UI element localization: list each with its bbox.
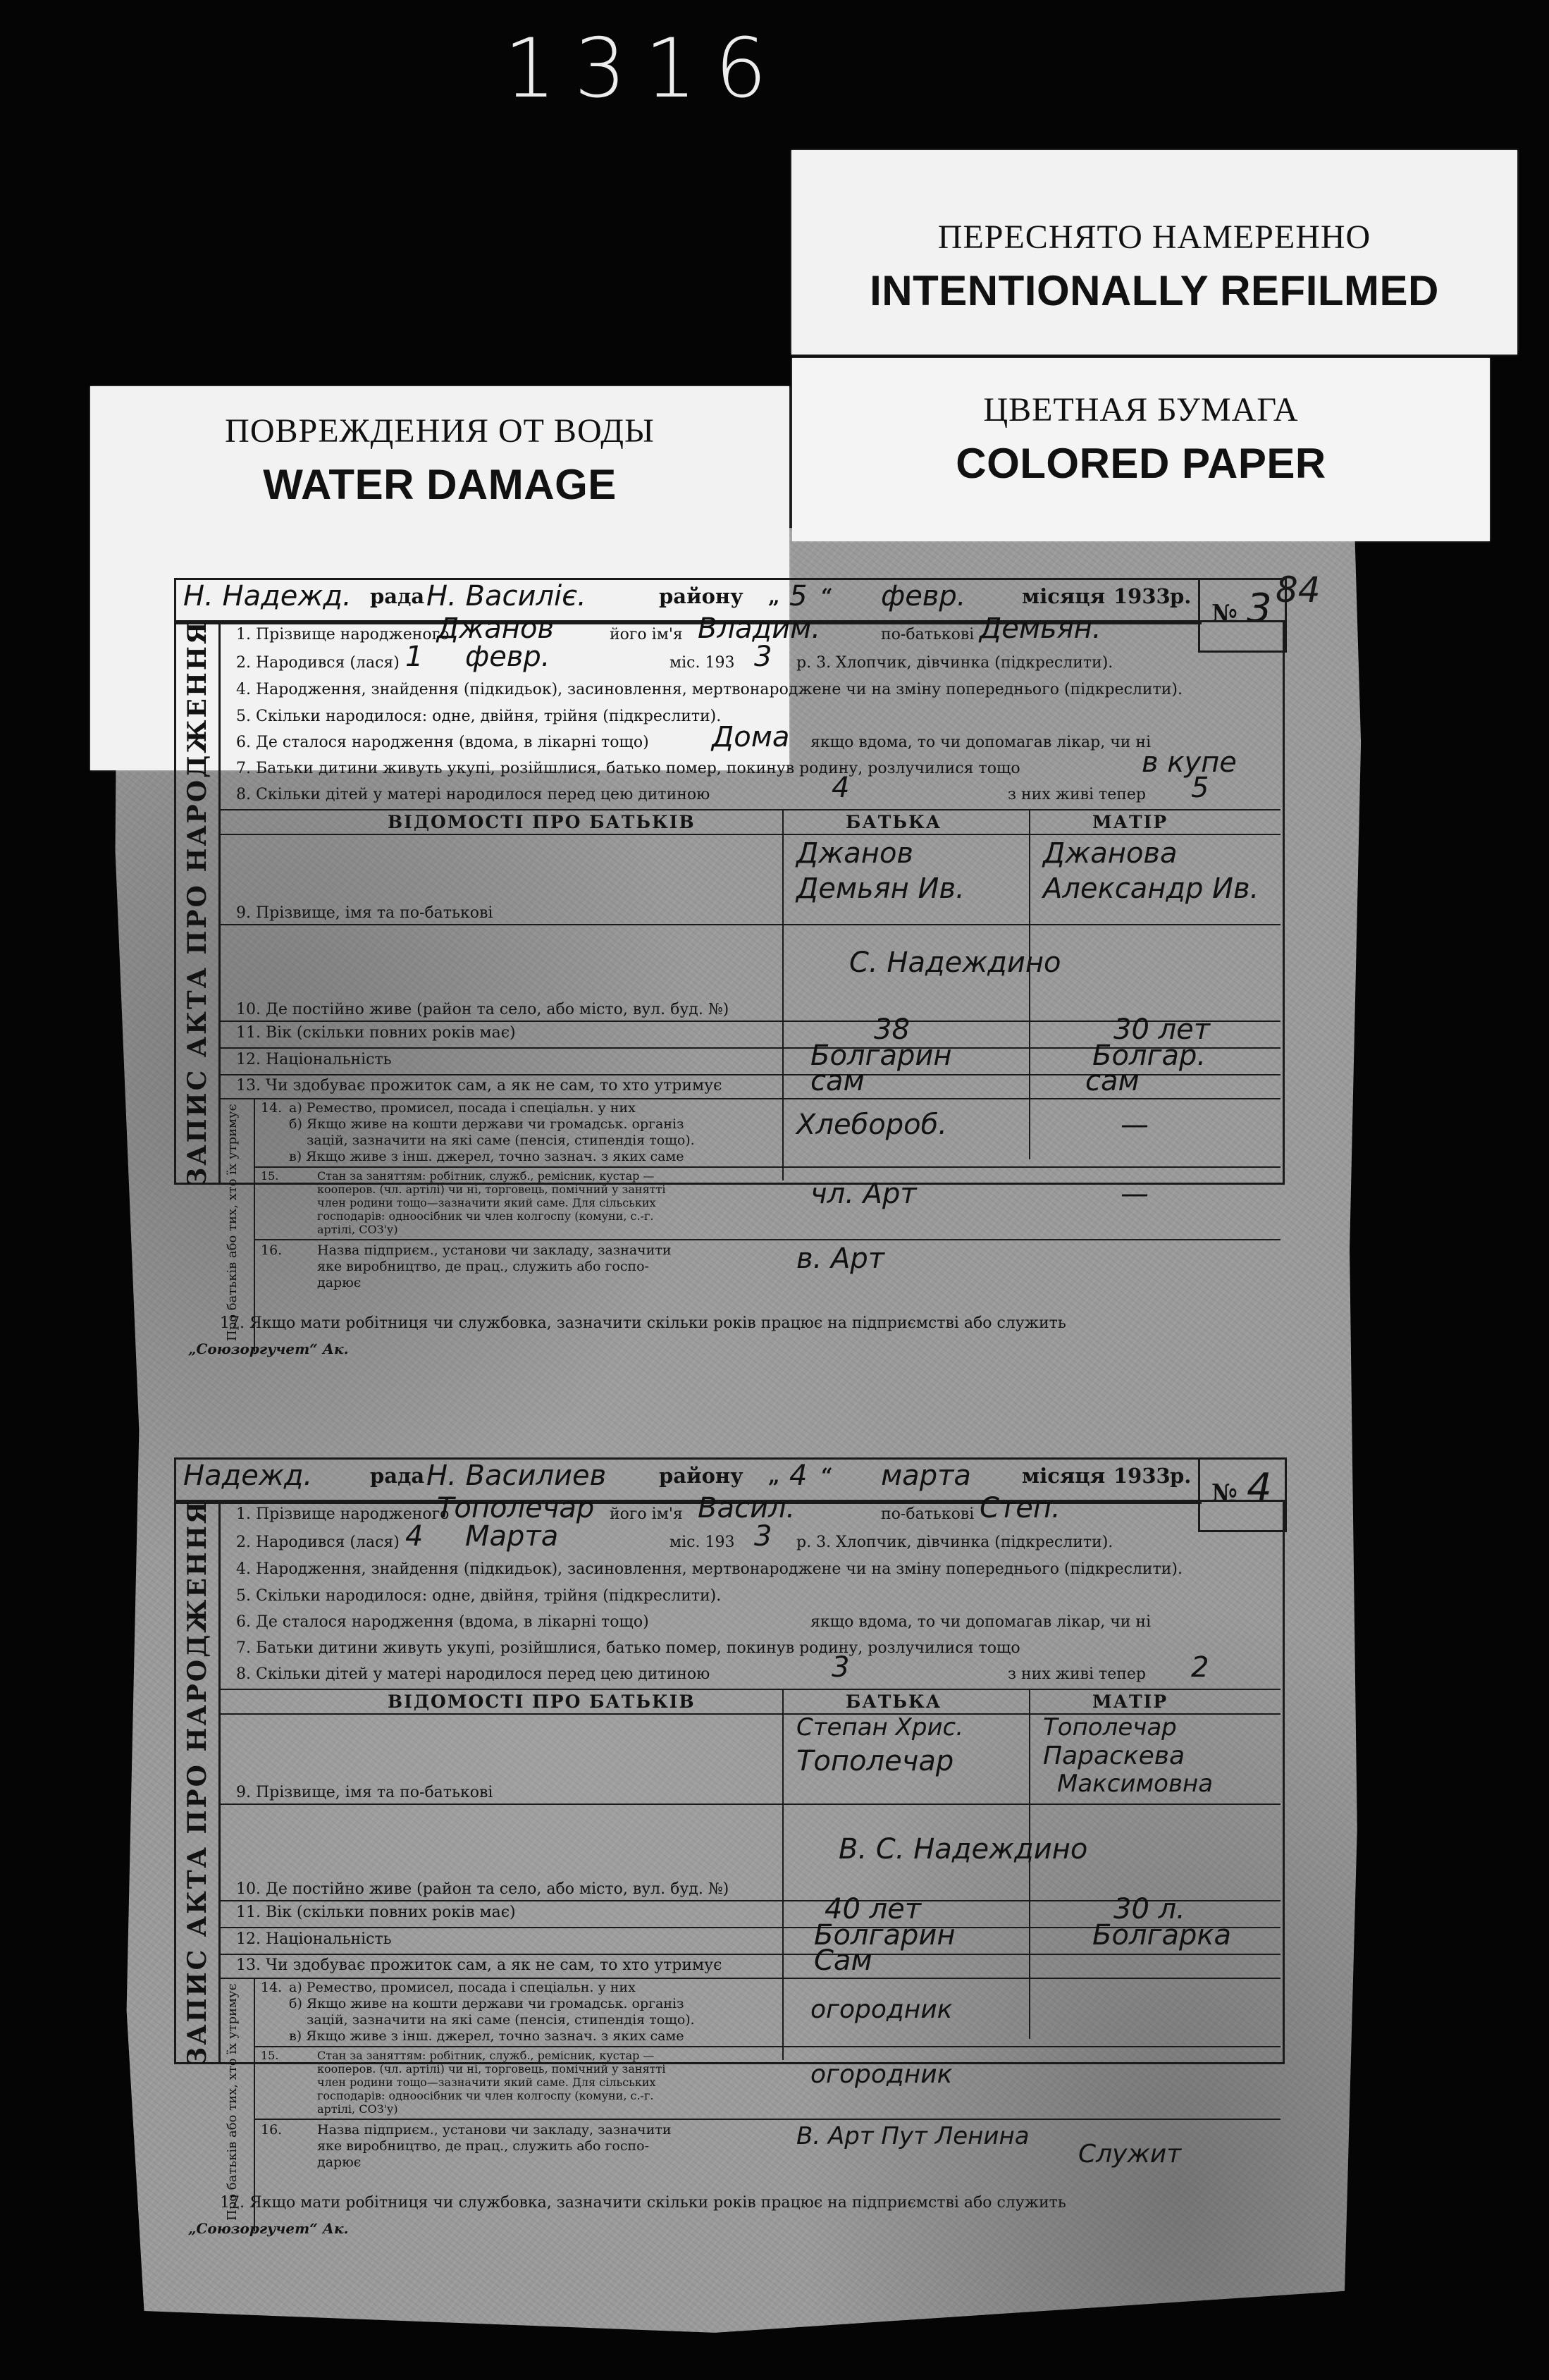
rada-label: рада [370,584,425,608]
quote-open: „ [768,584,780,608]
mother-age: 30 л. [1113,1893,1185,1925]
row-10-label: 10. Де постійно живе (район та село, або місто, вул. буд. №) [236,1001,729,1018]
father-residence: С. Надеждино [849,947,1061,979]
row-5-label: 5. Скільки народилося: одне, двійня, трійня (підкреслити). [236,1587,722,1605]
divider [218,1689,1280,1690]
rada-label: рада [370,1464,425,1488]
row-15-line-3: член родини тощо—зазначити який саме. Для сільських [317,2076,656,2089]
quote-open: „ [768,1464,780,1488]
year-r-label: р. [1170,1464,1192,1488]
father-self-support: сам [810,1065,865,1097]
divider [218,924,1280,925]
year-r-label: р. [1170,584,1192,608]
row-7-label: 7. Батьки дитини живуть укупі, розійшлися, батько помер, покинув родину, розлучилися тощо [236,760,1020,777]
side-title-column [176,1498,221,2066]
row-15-number: 15. [261,2049,279,2062]
father-header: БАТЬКА [846,1691,942,1712]
row-6-doctor-label: якщо вдома, то чи допомагав лікар, чи ні [810,1613,1152,1631]
divider [254,1098,255,1352]
water-damage-label-en: WATER DAMAGE [263,461,617,508]
child-patronymic: Степ. [980,1492,1061,1524]
about-parents-side-label: Про батьків або тих, хто їх утримує [225,1983,240,2221]
row-16-number: 16. [261,1243,283,1258]
colored-paper-label-ru: ЦВЕТНАЯ БУМАГА [983,391,1299,428]
row-15-line-5: артілі, СОЗ'у) [317,1223,398,1236]
mother-self-support: сам [1085,1065,1140,1097]
father-name-1: Джанов [796,837,913,870]
father-name-2: Тополечар [796,1745,954,1777]
row-15-line-2: кооперов. (чл. артілі) чи ні, торговець, помічний у занятті [317,2062,666,2076]
row-15-line-1: Стан за заняттям: робітник, служб., ремісник, кустар — [317,2049,655,2062]
row-12-label: 12. Національність [236,1930,392,1948]
father-self-support: Сам [814,1944,872,1977]
row-14-number: 14. [261,1100,283,1116]
father-name-1: Степан Хрис. [796,1713,964,1741]
father-header: БАТЬКА [846,812,942,832]
refilmed-label-en: INTENTIONALLY REFILMED [870,267,1439,314]
record-number: 4 [1247,1465,1272,1511]
row-17-label: 17. Якщо мати робітниця чи службовка, зазначити скільки років працює на підприємстві або служить [220,1314,1066,1332]
quote-close: “ [821,1464,833,1488]
row-14-a: а) Ремество, промисел, посада і спеціальн. у них [289,1100,636,1116]
birth-year: 3 [754,641,772,673]
divider [218,1804,1280,1805]
mother-name-2: Параскева [1043,1741,1185,1770]
father-enterprise: В. Арт Пут Ленина [796,2122,1030,2150]
row-1-patronymic-label: по-батькові [881,626,975,643]
row-14-c: в) Якщо живе з інш. джерел, точно зазнач. з яких саме [289,2028,684,2044]
quote-close: “ [821,584,833,608]
year-label: 1933 [1113,584,1171,608]
row-10-label: 10. Де постійно живе (район та село, або місто, вул. буд. №) [236,1880,729,1898]
child-surname: Джанов [437,612,554,645]
divider [254,1166,1280,1168]
mother-header: МАТІР [1092,1691,1168,1712]
row-11-label: 11. Вік (скільки повних років має) [236,1904,516,1921]
day-handwritten: 4 [789,1460,808,1492]
month-handwritten: февр. [881,580,966,612]
row-8-alive-label: з них живі тепер [1008,786,1146,803]
row-16-line-2: яке виробництво, де прац., служить або госпо- [317,1259,650,1274]
frame-number: 1316 [504,21,786,116]
row-17-label: 17. Якщо мати робітниця чи службовка, зазначити скільки років працює на підприємстві або служить [220,2194,1066,2212]
row-14-a: а) Ремество, промисел, посада і спеціальн. у них [289,1980,636,1995]
divider [254,2046,1280,2047]
father-nationality: Болгарин [814,1919,956,1952]
birth-day: 4 [405,1520,424,1553]
row-15-line-4: господарів: одноосібник чи член колгоспу (комуни, с.-г. [317,1209,654,1223]
divider [218,809,1280,810]
side-title: ЗАПИС АКТА ПРО НАРОДЖЕННЯ [183,1498,212,2066]
row-11-label: 11. Вік (скільки повних років має) [236,1024,516,1042]
printer-mark: „Союзоргучет“ Ак. [188,1340,349,1357]
raionu-label: району [659,1464,743,1488]
child-given-name: Васил. [698,1492,796,1524]
father-residence: В. С. Надеждино [839,1833,1088,1866]
row-2-year-label: міс. 193 [669,654,735,672]
birth-place: Дома [712,721,790,753]
rada-handwritten: Н. Надежд. [183,580,352,612]
row-1-given-label: його ім'я [610,1505,683,1523]
row-15-line-2: кооперов. (чл. артілі) чи ні, торговець, помічний у занятті [317,1183,666,1196]
month-handwritten: марта [881,1460,971,1492]
mother-name-1: Тополечар [1043,1713,1177,1741]
row-9-label: 9. Прізвище, імя та по-батькові [236,904,493,922]
row-4-label: 4. Народження, знайдення (підкидьок), засиновлення, мертвонароджене чи на зміну попереднього (підкреслити). [236,681,1183,698]
divider [782,809,784,1180]
row-5-label: 5. Скільки народилося: одне, двійня, трійня (підкреслити). [236,708,722,725]
divider [254,1978,255,2231]
parents-info-header: ВІДОМОСТІ ПРО БАТЬКІВ [388,1691,696,1712]
row-14-c: в) Якщо живе з інш. джерел, точно зазнач. з яких саме [289,1149,684,1164]
row-16-line-3: дарює [317,2154,362,2170]
row-2-label: 2. Народився (лася) [236,654,400,672]
row-8-label: 8. Скільки дітей у матері народилося перед цею дитиною [236,786,710,803]
divider [218,834,1280,835]
rada-handwritten: Надежд. [183,1460,313,1492]
divider [218,1954,1280,1955]
misyatsya-label: місяця [1022,1464,1106,1488]
printer-mark: „Союзоргучет“ Ак. [188,2220,349,2237]
record-number: 3 [1247,586,1272,631]
row-8-label: 8. Скільки дітей у матері народилося перед цею дитиною [236,1665,710,1683]
father-name-2: Демьян Ив. [796,873,965,905]
side-title-column [176,619,221,1186]
divider [218,1978,1280,1979]
mother-name-2: Александр Ив. [1043,873,1259,905]
number-sign: № [1211,1479,1238,1507]
row-2-year-label: міс. 193 [669,1534,735,1551]
row-14-b1: б) Якщо живе на кошти держави чи громадськ. організ [289,1996,684,2011]
row-14-b2: зацій, зазначити на які саме (пенсія, стипендія тощо). [307,2012,695,2028]
misyatsya-label: місяця [1022,584,1106,608]
colored-paper-label-card [792,358,1490,541]
row-8-alive-label: з них живі тепер [1008,1665,1146,1683]
mother-header: МАТІР [1092,812,1168,832]
row-14-number: 14. [261,1980,283,1995]
row-15-line-1: Стан за заняттям: робітник, служб., ремісник, кустар — [317,1169,655,1183]
father-nationality: Болгарин [810,1040,952,1072]
mother-age: 30 лет [1113,1013,1211,1046]
father-occupation: огородник [810,1995,953,2024]
father-enterprise: в. Арт [796,1243,885,1275]
parents-status: в купе [1142,746,1237,779]
parents-info-header: ВІДОМОСТІ ПРО БАТЬКІВ [388,812,696,832]
row-2-label: 2. Народився (лася) [236,1534,400,1551]
father-age: 40 лет [825,1893,922,1925]
divider [218,1098,1280,1099]
birth-month: Марта [465,1520,559,1553]
divider [1029,809,1030,1159]
raionu-label: району [659,584,743,608]
refilmed-label-card [791,150,1517,354]
children-before: 3 [832,1651,850,1684]
row-16-line-1: Назва підприєм., установи чи закладу, зазначити [317,1243,672,1258]
father-status: огородник [810,2060,953,2089]
row-2-sex-label: р. 3. Хлопчик, дівчинка (підкреслити). [796,1534,1113,1551]
row-14-b1: б) Якщо живе на кошти держави чи громадськ. організ [289,1116,684,1132]
row-1-patronymic-label: по-батькові [881,1505,975,1523]
row-1-surname-label: 1. Прізвище народженого [236,1505,450,1523]
birth-day: 1 [405,641,424,673]
row-15-line-3: член родини тощо—зазначити який саме. Для сільських [317,1196,656,1209]
divider [782,1689,784,2060]
child-surname: Тополечар [437,1492,595,1524]
row-2-sex-label: р. 3. Хлопчик, дівчинка (підкреслити). [796,654,1113,672]
mother-nationality: Болгар. [1092,1040,1207,1072]
row-16-line-1: Назва підприєм., установи чи закладу, зазначити [317,2122,672,2138]
birth-record-1 [171,578,1272,1357]
row-1-surname-label: 1. Прізвище народженого [236,626,450,643]
refilmed-label-ru: ПЕРЕСНЯТО НАМЕРЕННО [937,218,1371,256]
birth-year: 3 [754,1520,772,1553]
child-given-name: Владим. [698,612,821,645]
year-label: 1933 [1113,1464,1171,1488]
divider [254,1239,1280,1240]
children-alive: 5 [1191,772,1209,804]
side-title: ЗАПИС АКТА ПРО НАРОДЖЕННЯ [183,619,212,1186]
rada-name-handwritten: Н. Василіє. [426,580,586,612]
row-6-doctor-label: якщо вдома, то чи допомагав лікар, чи ні [810,734,1152,751]
mother-status: — [1121,1178,1149,1210]
row-15-number: 15. [261,1169,279,1183]
row-16-number: 16. [261,2122,283,2138]
row-15-line-5: артілі, СОЗ'у) [317,2102,398,2116]
water-damage-label-ru: ПОВРЕЖДЕНИЯ ОТ ВОДЫ [225,412,655,450]
mother-nationality: Болгарка [1092,1919,1232,1952]
birth-month: февр. [465,641,550,673]
row-6-label: 6. Де сталося народження (вдома, в лікарні тощо) [236,734,649,751]
row-13-label: 13. Чи здобуває прожиток сам, а як не сам, то хто утримує [236,1077,722,1095]
mother-occupation: — [1121,1109,1149,1141]
row-12-label: 12. Національність [236,1051,392,1068]
mother-name-1: Джанова [1043,837,1178,870]
about-parents-side-label: Про батьків або тих, хто їх утримує [225,1104,240,1341]
birth-record-2 [171,1457,1272,2237]
row-9-label: 9. Прізвище, імя та по-батькові [236,1784,493,1801]
row-16-line-3: дарює [317,1275,362,1290]
colored-paper-label-en: COLORED PAPER [956,440,1326,487]
row-6-label: 6. Де сталося народження (вдома, в лікарні тощо) [236,1613,649,1631]
day-handwritten: 5 [789,580,808,612]
children-alive: 2 [1191,1651,1209,1684]
row-4-label: 4. Народження, знайдення (підкидьок), засиновлення, мертвонароджене чи на зміну попереднього (підкреслити). [236,1560,1183,1578]
row-1-given-label: його ім'я [610,626,683,643]
number-sign: № [1211,600,1238,628]
divider [254,2119,1280,2120]
row-16-line-2: яке виробництво, де прац., служить або госпо- [317,2138,650,2154]
mother-enterprise: Служит [1078,2140,1182,2169]
row-7-label: 7. Батьки дитини живуть укупі, розійшлися, батько помер, покинув родину, розлучилися тощо [236,1639,1020,1657]
mother-name-3: Максимовна [1057,1770,1214,1798]
row-14-b2: зацій, зазначити на які саме (пенсія, стипендія тощо). [307,1133,695,1148]
father-occupation: Хлебороб. [796,1109,947,1141]
row-13-label: 13. Чи здобуває прожиток сам, а як не сам, то хто утримує [236,1956,722,1974]
child-patronymic: Демьян. [980,612,1101,645]
father-status: чл. Арт [810,1178,917,1210]
rada-name-handwritten: Н. Василиев [426,1460,607,1492]
page-stamp: 84 [1276,569,1321,610]
children-before: 4 [832,772,850,804]
row-15-line-4: господарів: одноосібник чи член колгоспу (комуни, с.-г. [317,2089,654,2102]
father-age: 38 [874,1013,910,1046]
